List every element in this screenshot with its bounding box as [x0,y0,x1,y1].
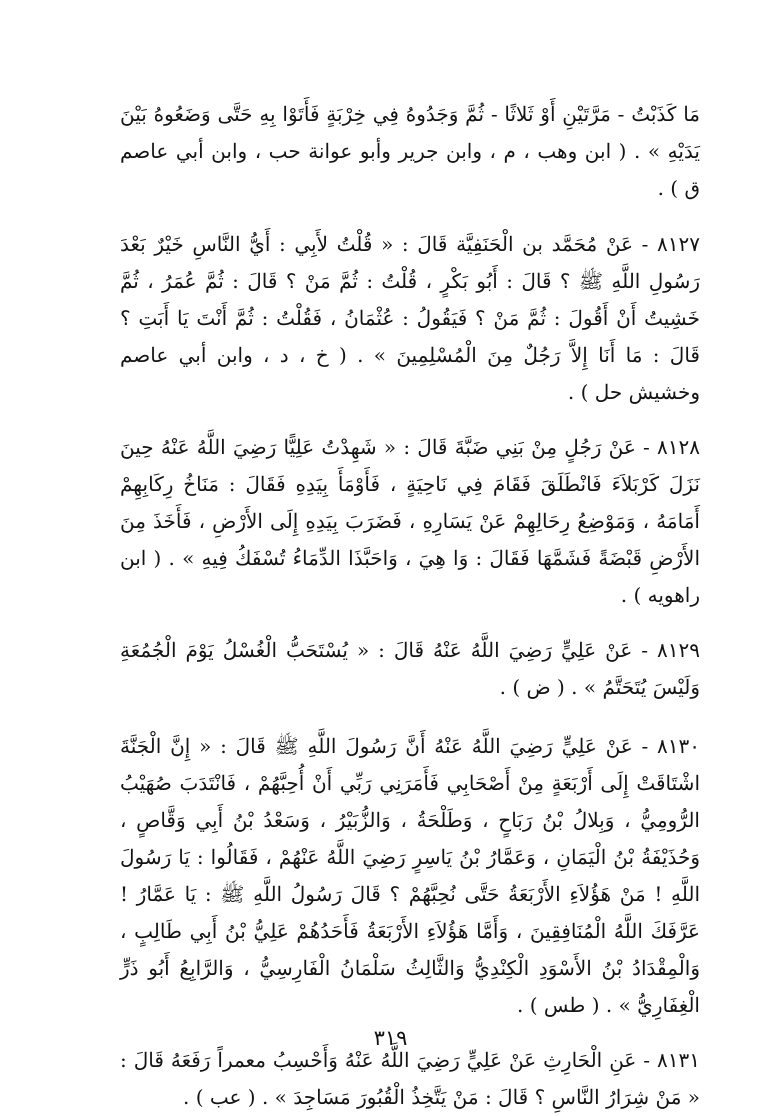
hadith-8128: ٨١٢٨ - عَنْ رَجُلٍ مِنْ بَنِي ضَبَّةَ قَالَ : « شَهِدْتُ عَلِيًّا رَضِيَ اللَّهُ عَنْهُ حِينَ نَزَلَ كَرْبَلاَءَ فَانْطَلَقَ فَقَامَ فِي نَاحِيَةٍ ، فَأَوْمَأَ بِيَدِهِ فَقَالَ : مَنَاخُ رِكَابِهِمْ أَمَامَهُ ، وَمَوْضِعُ رِحَالِهِمْ عَنْ يَسَارِهِ ، فَضَرَبَ بِيَدِهِ إِلَى الأَرْضِ ، فَأَخَذَ مِنَ الأَرْضِ قَبْضَةً فَشَمَّهَا فَقَالَ : وَا هِيَ ، وَاحَبَّذَا الدِّمَاءُ تُسْفَكُ فِيهِ » . ( ابن راهويه ) . [120,435,700,607]
hadith-8131: ٨١٣١ - عَنِ الْحَارِثِ عَنْ عَلِيٍّ رَضِيَ اللَّهُ عَنْهُ وَأَحْسِبُ معمراً رَفَعَهُ قَالَ : « مَنْ شِرَارُ النَّاسِ ؟ قَالَ : مَنْ يَتَّخِذُ الْقُبُورَ مَسَاجِدَ » . ( عب ) . [120,1048,700,1109]
page-body [120,90,700,1116]
hadith-8127: ٨١٢٧ - عَنْ مُحَمَّد بن الْحَنَفِيَّة قَالَ : « قُلْتُ لأَبِي : أَيُّ النَّاسِ خَيْرٌ بَعْدَ رَسُولِ اللَّهِ ﷺ ؟ قَالَ : أَبُو بَكْرٍ ، قُلْتُ : ثُمَّ مَنْ ؟ قَالَ : ثُمَّ عُمَرُ ، ثُمَّ خَشِيتُ أَنْ أَقُولَ : ثُمَّ مَنْ ؟ فَيَقُولُ : عُثْمَانُ ، فَقُلْتُ : ثُمَّ أَنْتَ يَا أَبَتِ ؟ قَالَ : مَا أَنَا إِلاَّ رَجُلٌ مِنَ الْمُسْلِمِينَ » . ( خ ، د ، وابن أبي عاصم وخشيش حل ) . [120,232,700,404]
page-number: ٣١٩ [373,1026,408,1050]
hadith-8130: ٨١٣٠ - عَنْ عَلِيٍّ رَضِيَ اللَّهُ عَنْهُ أَنَّ رَسُولَ اللَّهِ ﷺ قَالَ : « إِنَّ الْجَنَّةَ اشْتَاقَتْ إِلَى أَرْبَعَةٍ مِنْ أَصْحَابِي فَأَمَرَنِي رَبِّي أَنْ أُحِبَّهُمْ ، فَانْتَدَبَ صُهَيْبُ الرُّومِيُّ ، وَبِلالُ بْنُ رَبَاحٍ ، وَطَلْحَةُ ، وَالزُّبَيْرُ ، وَسَعْدُ بْنُ أَبِي وَقَّاصٍ ، وَحُذَيْفَةُ بْنُ الْيَمَانِ ، وَعَمَّارُ بْنُ يَاسِرٍ رَضِيَ اللَّهُ عَنْهُمْ ، فَقَالُوا : يَا رَسُولَ اللَّهِ ! مَنْ هَؤُلاَءِ الأَرْبَعَةُ حَتَّى نُحِبَّهُمْ ؟ قَالَ رَسُولُ اللَّهِ ﷺ : يَا عَمَّارُ ! عَرَّفَكَ اللَّهُ الْمُنَافِقِينَ ، وَأَمَّا هَؤُلاَءِ الأَرْبَعَةُ فَأَحَدُهُمْ عَلِيُّ بْنُ أَبِي طَالِبٍ ، وَالْمِقْدَادُ بْنُ الأَسْوَدِ الْكِنْدِيُّ وَالثَّالِثُ سَلْمَانُ الْفَارِسِيُّ ، وَالرَّابِعُ أَبُو ذَرٍّ الْغِفَارِيُّ » . ( طس ) . [120,734,700,1017]
hadith-8129: ٨١٢٩ - عَنْ عَلِيٍّ رَضِيَ اللَّهُ عَنْهُ قَالَ : « يُسْتَحَبُّ الْغُسْلُ يَوْمَ الْجُمُعَةِ وَلَيْسَ يُتَحَتَّمُ » . ( ض ) . [120,638,700,699]
paragraph-continuation: مَا كَذَبْتُ - مَرَّتَيْنِ أَوْ ثَلاثًا - ثُمَّ وَجَدُوهُ فِي خِرْبَةٍ فَأَتَوْا بِهِ حَتَّى وَضَعُوهُ بَيْنَ يَدَيْهِ » . ( ابن وهب ، م ، وابن جرير وأبو عوانة حب ، وابن أبي عاصم ق ) . [120,102,700,200]
